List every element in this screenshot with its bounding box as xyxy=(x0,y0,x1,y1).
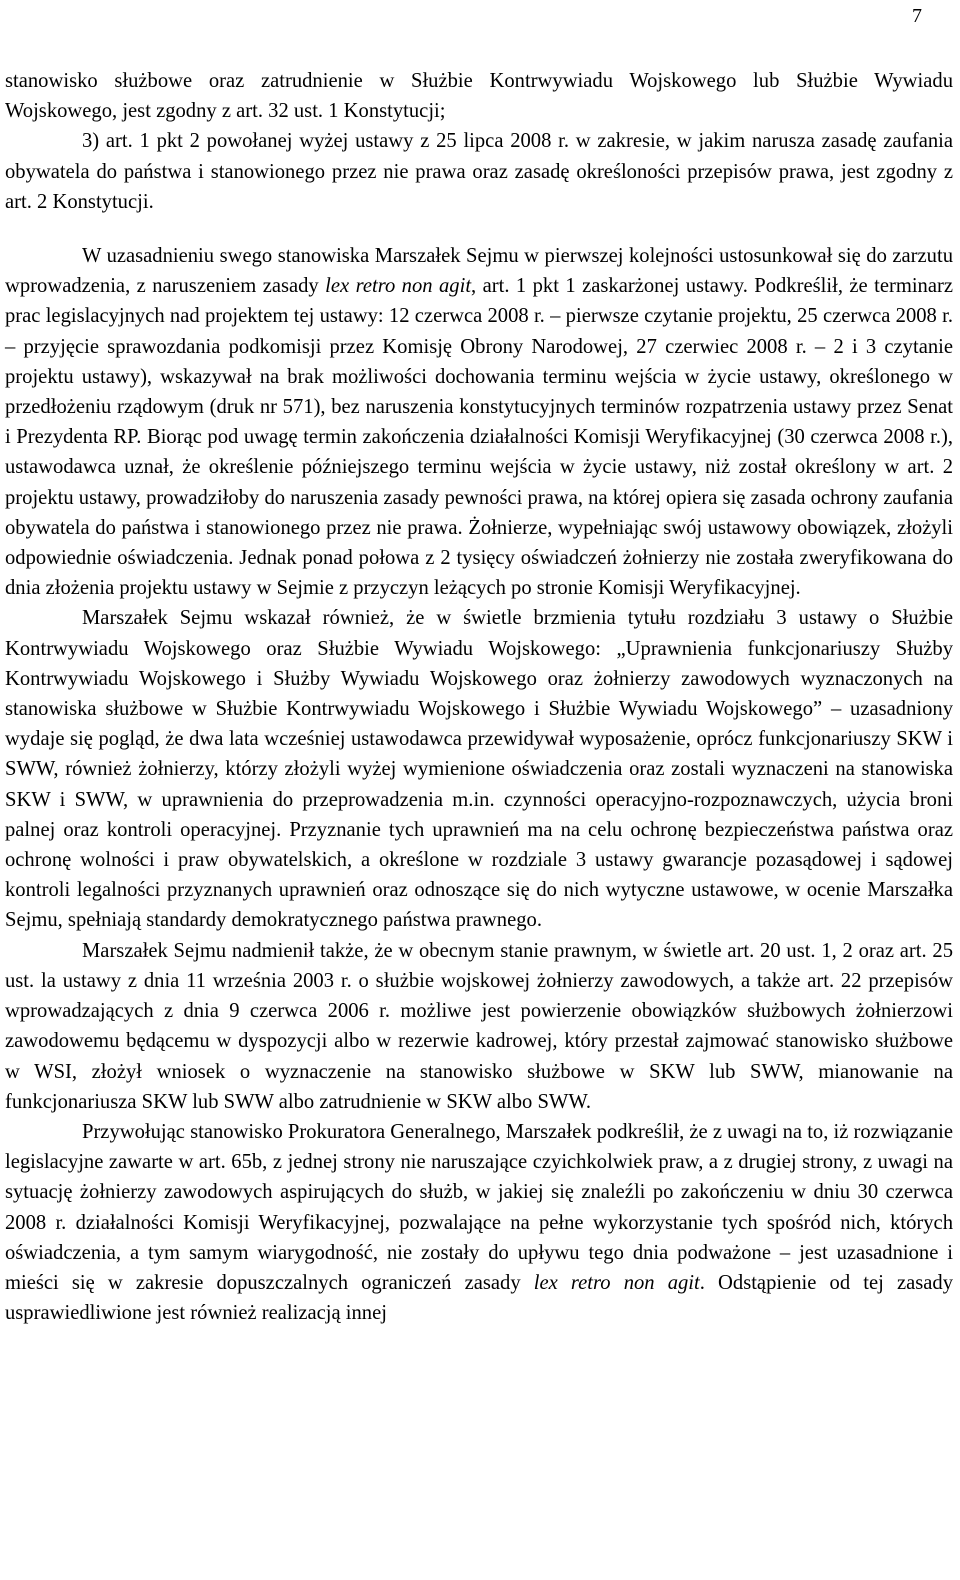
paragraph-text: 3) art. 1 pkt 2 powołanej wyżej ustawy z 25 lipca 2008 r. w zakresie, w jakim narusza zasadę zaufania obywatela do państwa i stanowionego przez nie prawa oraz zasadę określoności przepisów prawa, jest zgodny z art. 2 Konstytucji. xyxy=(5,130,953,213)
paragraph-text: stanowisko służbowe oraz zatrudnienie w Służbie Kontrwywiadu Wojskowego lub Służbie Wywiadu Wojskowego, jest zgodny z art. 32 ust. 1 Konstytucji; xyxy=(5,70,953,123)
page-number: 7 xyxy=(912,5,922,27)
paragraph-text: W uzasadnieniu swego stanowiska Marszałek Sejmu w pierwszej kolejności ustosunkował się do zarzutu wprowadzenia, z naruszeniem zasady xyxy=(5,245,953,298)
paragraph-text: Przywołując stanowisko Prokuratora Generalnego, Marszałek podkreślił, że z uwagi na to, iż rozwiązanie legislacyjne zawarte w art. 65b, z jednej strony nie naruszające czyichkolwiek praw, a z drugiej strony, z uwagi na sytuację żołnierzy zawodowych aspirujących do służb, w jakiej się znaleźli po zakończeniu w dniu 30 czerwca 2008 r. działalności Komisji Weryfikacyjnej, pozwalające na pełne wykorzystanie tych spośród nich, których oświadczenia, a tym samym wiarygodność, nie zostały do upływu tego dnia podważone – jest uzasadnione i mieści się w zakresie dopuszczalnych ograniczeń zasady xyxy=(5,1120,953,1294)
italic-latin-phrase: lex retro non agit xyxy=(325,275,472,298)
paragraph-text: . Odstąpienie od tej zasady usprawiedliwione jest również realizacją innej xyxy=(5,1271,953,1325)
paragraph-prokurator xyxy=(5,1117,953,1328)
document-body xyxy=(5,66,953,1328)
paragraph-point-3 xyxy=(5,126,953,217)
paragraph-text: Marszałek Sejmu wskazał również, że w świetle brzmienia tytułu rozdziału 3 ustawy o Służbie Kontrwywiadu Wojskowego oraz Służbie Wywiadu Wojskowego: „Uprawnienia funkcjonariuszy Służby Kontrwywiadu Wojskowego i Służby Wywiadu Wojskowego oraz żołnierzy zawodowych wyznaczonych na stanowiska służbowe w Służbie Kontrwywiadu Wojskowego i Służbie Wywiadu Wojskowego” – uzasadniony wydaje się pogląd, że dwa lata wcześniej ustawodawca przewidywał wyposażenie, oprócz funkcjonariuszy SKW i SWW, również żołnierzy, którzy złożyli wyżej wymienione oświadczenia oraz zostali wyznaczeni na stanowiska SKW i SWW, w uprawnienia do przeprowadzenia m.in. czynności operacyjno-rozpoznawczych, użycia broni palnej oraz kontroli operacyjnej. Przyznanie tych uprawnień ma na celu ochronę bezpieczeństwa państwa oraz ochronę wolności i praw obywatelskich, a określone w rozdziale 3 ustawy gwarancje pozasądowej i sądowej kontroli legalności przyznanych uprawnień oraz odnoszące się do nich wytyczne ustawowe, w ocenie Marszałka Sejmu, spełniają standardy demokratycznego państwa prawnego. xyxy=(5,607,953,932)
paragraph-continuation xyxy=(5,66,953,126)
paragraph-text: Marszałek Sejmu nadmienił także, że w obecnym stanie prawnym, w świetle art. 20 ust. 1, 2 oraz art. 25 ust. la ustawy z dnia 11 września 2003 r. o służbie wojskowej żołnierzy zawodowych, a także art. 22 przepisów wprowadzających z dnia 9 czerwca 2006 r. możliwe jest powierzenie obowiązków służbowych żołnierzowi zawodowemu będącemu w dyspozycji albo w rezerwie kadrowej, który przestał zajmować stanowisko służbowe w WSI, złożył wniosek o wyznaczenie na stanowisko służbowe w SKW lub SWW, mianowanie na funkcjonariusza SKW lub SWW albo zatrudnienie w SKW albo SWW. xyxy=(5,939,953,1113)
paragraph-text: , art. 1 pkt 1 zaskarżonej ustawy. Podkreślił, że terminarz prac legislacyjnych nad projektem tej ustawy: 12 czerwca 2008 r. – pierwsze czytanie projektu, 25 czerwca 2008 r. – przyjęcie sprawozdania podkomisji przez Komisję Obrony Narodowej, 27 czerwiec 2008 r. – 2 i 3 czytanie projektu ustawy), wskazywał na brak możliwości dochowania terminu wejścia w życie ustawy, określonego w przedłożeniu rządowym (druk nr 571), bez naruszenia konstytucyjnych terminów rozpatrzenia ustawy przez Senat i Prezydenta RP. Biorąc pod uwagę termin zakończenia działalności Komisji Weryfikacyjnej (30 czerwca 2008 r.), ustawodawca uznał, że określenie późniejszego terminu wejścia w życie ustawy, niż został określony w art. 2 projektu ustawy, prowadziłoby do naruszenia zasady pewności prawa, na której opiera się zasada ochrony zaufania obywatela do państwa i stanowionego przez nie prawa. Żołnierze, wypełniając swój ustawowy obowiązek, złożyli odpowiednie oświadczenia. Jednak ponad połowa z 2 tysięcy oświadczeń żołnierzy nie została zweryfikowana do dnia złożenia projektu ustawy w Sejmie z przyczyn leżących po stronie Komisji Weryfikacyjnej. xyxy=(5,275,953,600)
paragraph-nadmienil xyxy=(5,936,953,1117)
paragraph-rozdzial-3 xyxy=(5,603,953,935)
paragraph-uzasadnienie xyxy=(5,241,953,603)
italic-latin-phrase: lex retro non agit xyxy=(533,1271,700,1294)
